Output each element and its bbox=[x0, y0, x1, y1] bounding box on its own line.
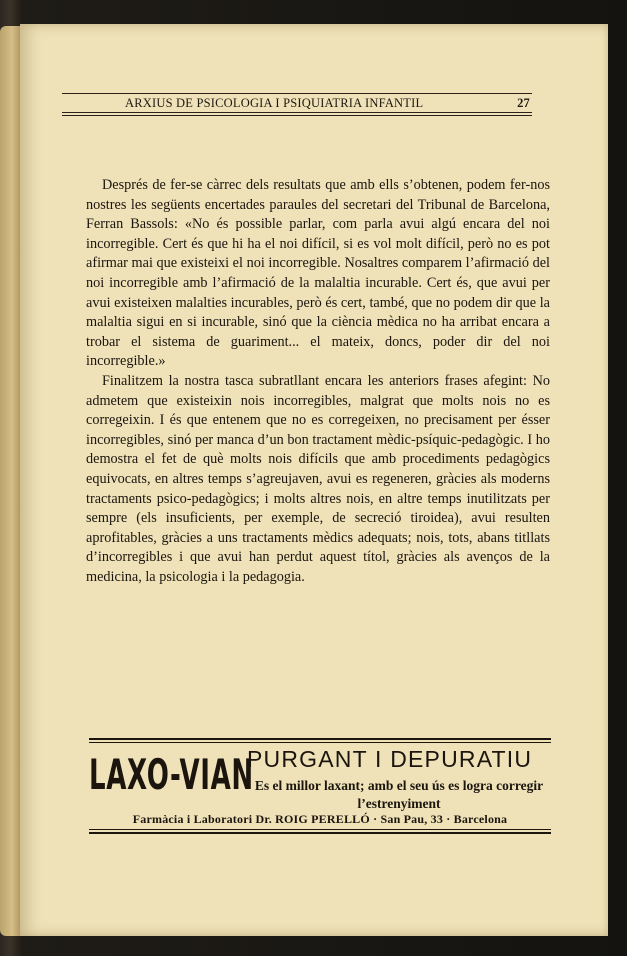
paragraph: Després de fer-se càrrec dels resultats que amb ells s’obtenen, podem fer-nos nostres les següents encertades paraules del secretari del Tribunal de Barcelona, Ferran Bassols: «No és possible parlar, com parla avui algú encara del noi incorregible. Cert és que hi ha el noi difícil, si es vol molt difícil, però no es pot afirmar mai que existeixi el noi incorregible. Nosaltres comparem l’afirmació del noi incorregible amb l’afirmació de la malaltia incurable. Cert és, que avui per avui existeixen malalties incurables, però és cert, també, que no podem dir que la malaltia sigui en si incurable, sinó que la ciència mèdica no ha arribat encara a trobar el sistema de guariment... el mateix, doncs, poder dir del noi incorregible.» bbox=[86, 177, 550, 370]
running-header bbox=[62, 93, 532, 116]
ad-footer: Farmàcia i Laboratori Dr. ROIG PERELLÓ · San Pau, 33 · Barcelona bbox=[132, 812, 508, 826]
header-top-rule bbox=[62, 93, 532, 94]
ad-bottom-rule bbox=[89, 829, 551, 834]
ad-brand-name: LAXO-VIAN bbox=[89, 750, 254, 799]
article-body bbox=[86, 176, 550, 587]
page-number: 27 bbox=[517, 96, 530, 110]
paragraph: Finalitzem la nostra tasca subratllant encara les anteriors frases afegint: No admetem que existeixin nois incorregibles, malgrat que molts nois no es corregeixin. I és que entenem que no es corregeixen, no precisament per ésser incorregibles, sinó per manca d’un bon tractament mèdic-psíquic-pedagògic. I ho demostra el fet de què molts nois difícils que amb procediments pedagògics equivocats, en altres temps s’agreujaven, avui es regeneren, gràcies als moderns tractaments psico-pedagògics; i molts altres nois, en altre temps inutilitzats per sempre (els insuficients, per exemple, de secreció tiroidea), avui resulten aprofitables, gràcies a uns tractaments mèdics adequats; nois, tots, abans titllats d’incorregibles i que avui han perdut aquest títol, gràcies als avenços de la medicina, la psicologia i la pedagogia. bbox=[86, 372, 550, 585]
left-page-edge bbox=[0, 26, 22, 936]
ad-main bbox=[89, 743, 551, 809]
advertisement bbox=[89, 738, 551, 834]
journal-title: ARXIUS DE PSICOLOGIA I PSIQUIATRIA INFANTIL bbox=[125, 96, 424, 110]
header-line bbox=[62, 95, 532, 111]
header-bottom-rule bbox=[62, 112, 532, 116]
ad-headline: PURGANT I DEPURATIU bbox=[247, 746, 533, 772]
ad-description: Es el millor laxant; amb el seu ús es logra corregir l’estrenyiment bbox=[254, 778, 544, 811]
